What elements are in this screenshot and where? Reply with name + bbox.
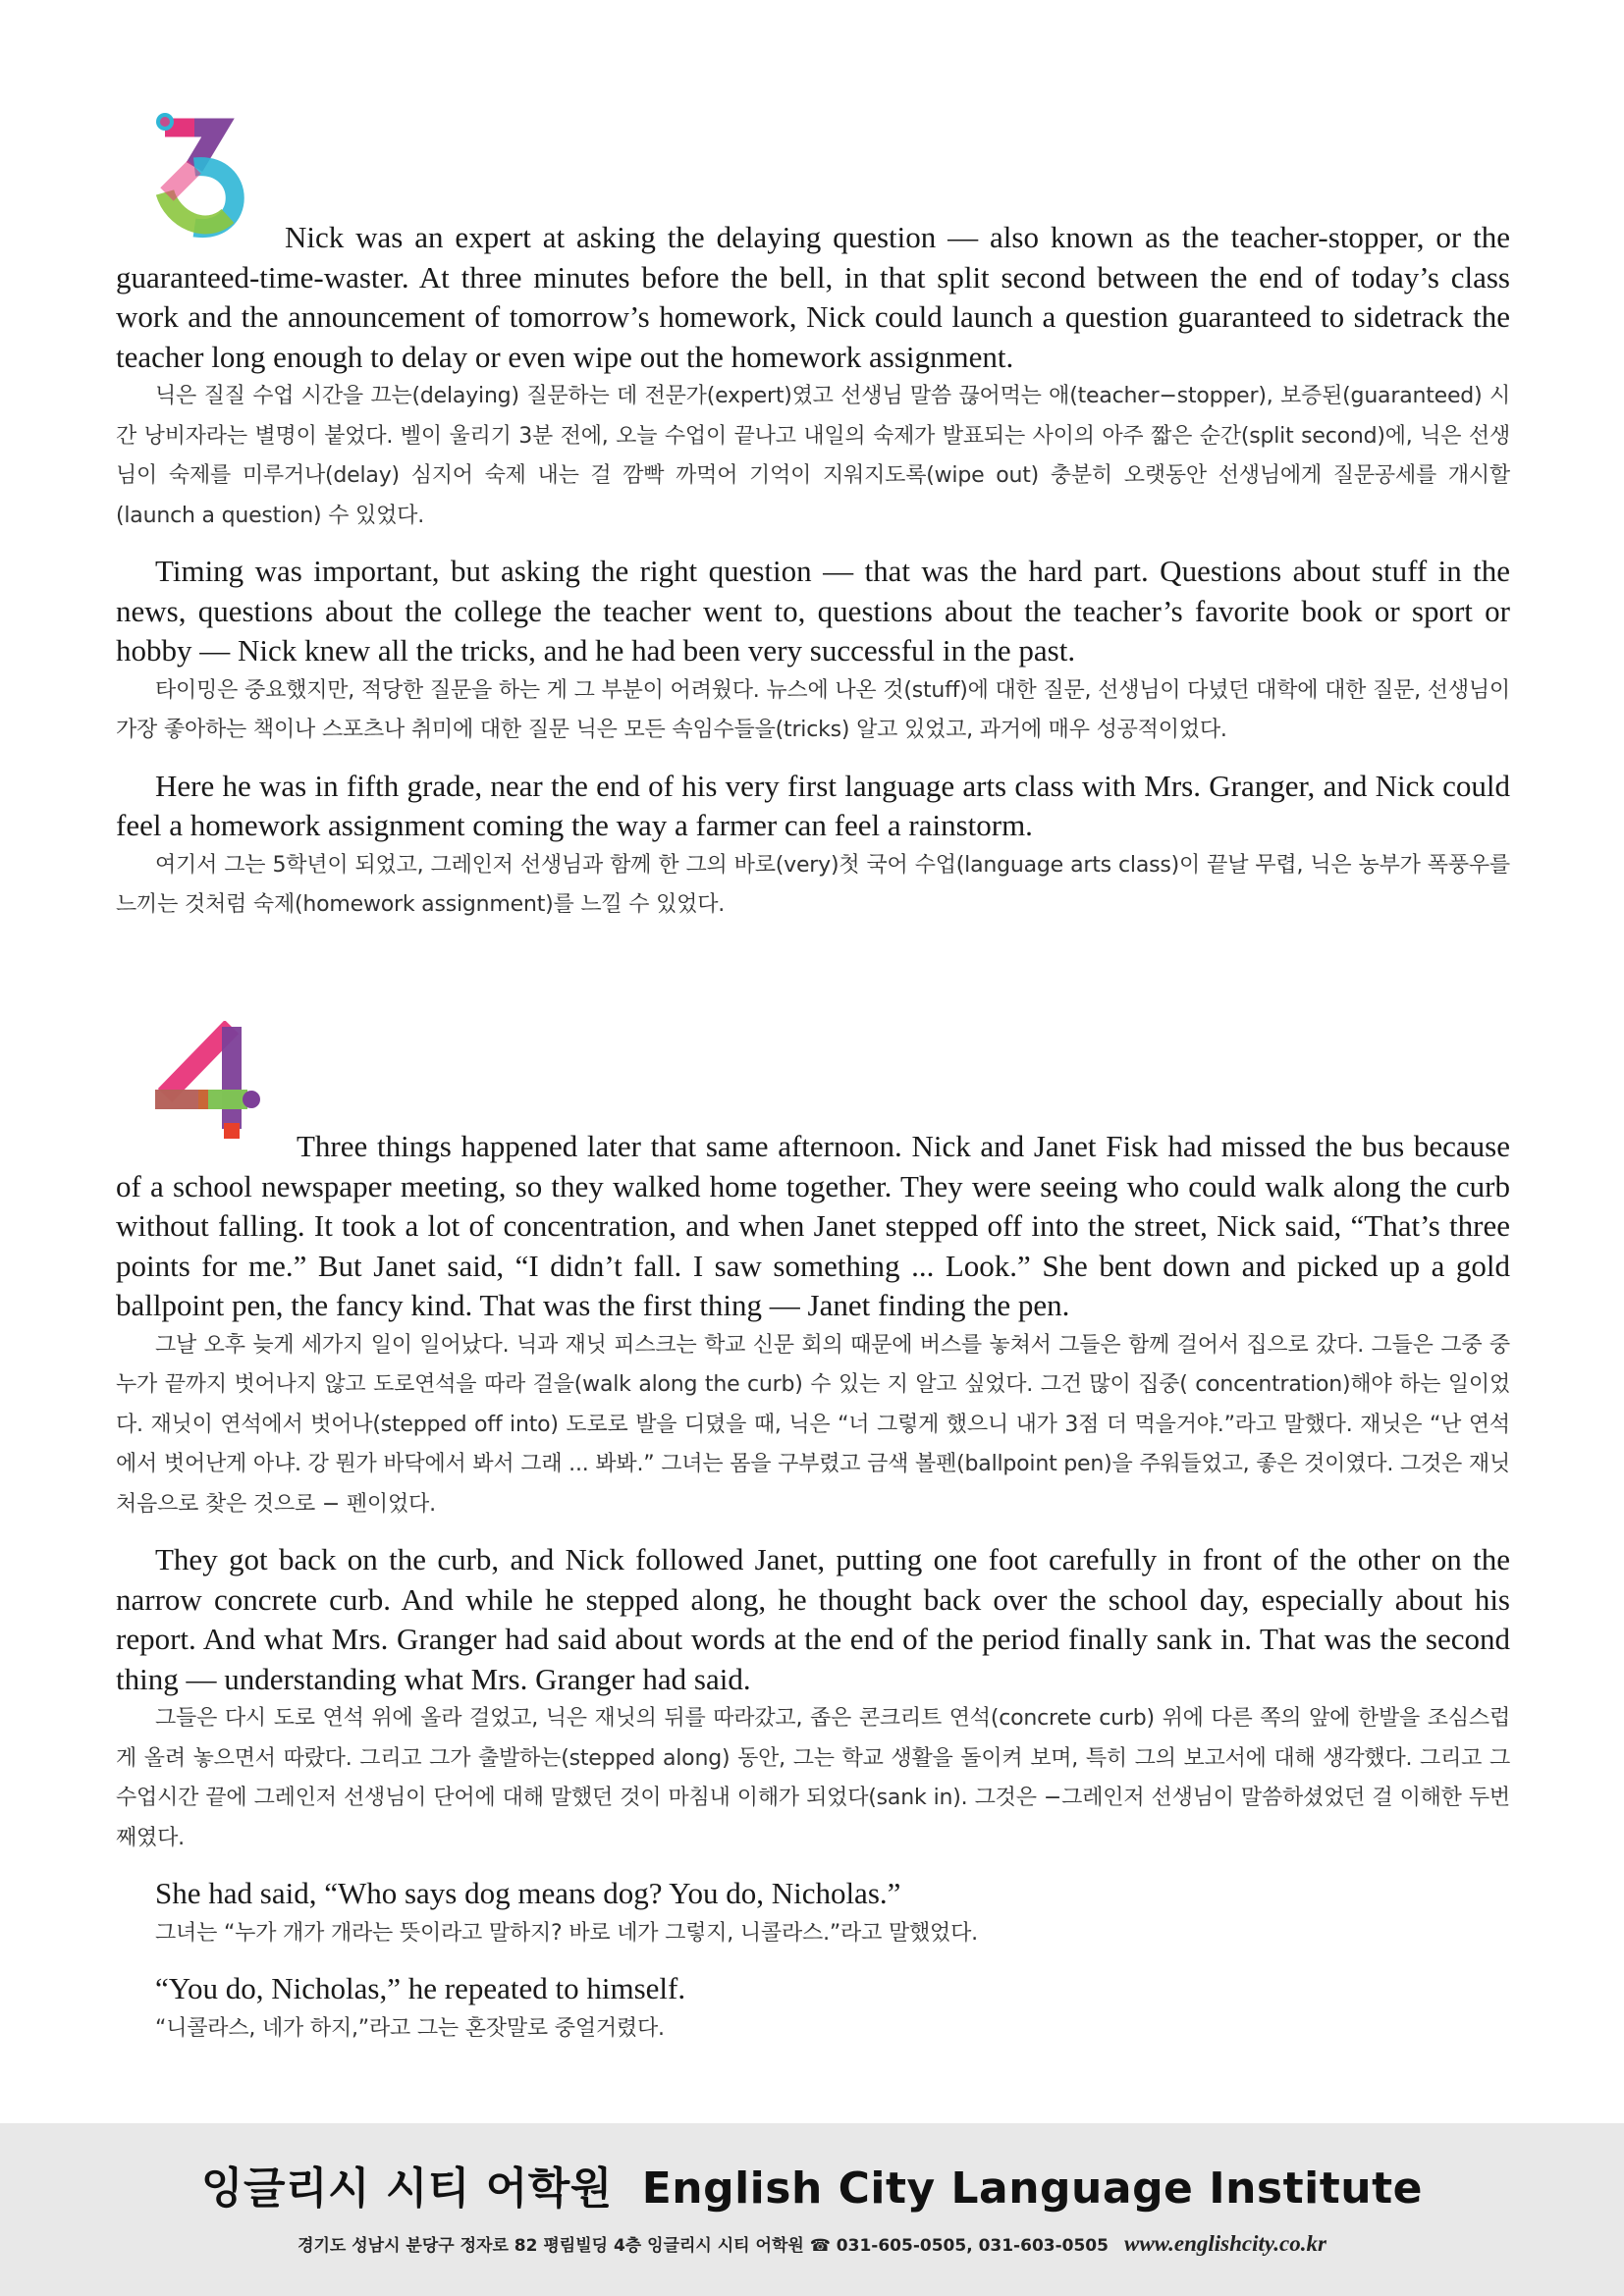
section-3	[116, 218, 1510, 926]
institute-name-english: English City Language Institute	[641, 2163, 1423, 2214]
section-3-paragraph-2-ko: 타이밍은 중요했지만, 적당한 질문을 하는 게 그 부분이 어려웠다. 뉴스에 나온 것(stuff)에 대한 질문, 선생님이 다녔던 대학에 대한 질문, 선생님이 가장 좋아하는 책이나 스포츠나 취미에 대한 질문 닉은 모든 속임수들을(tricks) 알고 있었고, 과거에 매우 성공적이었다.	[116, 677, 1510, 742]
section-3-paragraph-2-en: Timing was important, but asking the right question — that was the hard part. Questions about stuff in the news, questions about the college the teacher went to, questions about the teacher’s favorite book or sport or hobby — Nick knew all the tricks, and he had been very successful in the past.	[116, 554, 1510, 667]
footer-title	[0, 2153, 1624, 2216]
website-link[interactable]: www.englishcity.co.kr	[1123, 2231, 1326, 2256]
footer	[0, 2123, 1624, 2296]
institute-name-korean: 잉글리시 시티 어학원	[201, 2163, 613, 2214]
section-3-paragraph-3-en: Here he was in fifth grade, near the end of his very first language arts class with Mrs. Granger, and Nick could feel a homework assignment coming the way a farmer can feel a rainstorm.	[116, 768, 1510, 842]
footer-address-line	[0, 2231, 1624, 2257]
section-3-paragraph-3-ko: 여기서 그는 5학년이 되었고, 그레인저 선생님과 함께 한 그의 바로(very)첫 국어 수업(language arts class)이 끝날 무렵, 닉은 농부가 폭풍우를 느끼는 것처럼 숙제(homework assignment)를 느낄 수 있었다.	[116, 852, 1510, 917]
section-4-paragraph-1-en: Three things happened later that same afternoon. Nick and Janet Fisk had missed the bus because of a school newspaper meeting, so they walked home together. They were seeing who could walk along the curb without falling. It took a lot of concentration, and when Janet stepped off into the street, Nick said, “That’s three points for me.” But Janet said, “I didn’t fall. I saw something ... Look.” She bent down and picked up a gold ballpoint pen, the fancy kind. That was the first thing — Janet finding the pen.	[116, 1129, 1510, 1322]
section-4-paragraph-4-ko: “니콜라스, 네가 하지,”라고 그는 혼잣말로 중얼거렸다.	[155, 2015, 665, 2041]
section-4-paragraph-2-ko: 그들은 다시 도로 연석 위에 올라 걸었고, 닉은 재닛의 뒤를 따라갔고, 좁은 콘크리트 연석(concrete curb) 위에 다른 쪽의 앞에 한발을 조심스럽게 올려 놓으면서 따랐다. 그리고 그가 출발하는(stepped along) 동안, 그는 학교 생활을 돌이켜 보며, 특히 그의 보고서에 대해 생각했다. 그리고 그 수업시간 끝에 그레인저 선생님이 단어에 대해 말했던 것이 마침내 이해가 되었다(sank in). 그것은 −그레인저 선생님이 말씀하셨었던 걸 이해한 두번째였다.	[116, 1706, 1510, 1850]
section-4-paragraph-3-ko: 그녀는 “누가 개가 개라는 뜻이라고 말하지? 바로 네가 그렇지, 니콜라스.”라고 말했었다.	[155, 1920, 978, 1946]
section-3-paragraph-1-en: Nick was an expert at asking the delaying question — also known as the teacher-stopper, or the guaranteed-time-waster. At three minutes before the bell, in that split second between the end of today’s class work and the announcement of tomorrow’s homework, Nick could launch a question guaranteed to sidetrack the teacher long enough to delay or even wipe out the homework assignment.	[116, 220, 1510, 374]
section-4-paragraph-3-en: She had said, “Who says dog means dog? You do, Nicholas.”	[155, 1876, 901, 1910]
section-4-numeral-icon	[149, 1021, 261, 1143]
section-4-paragraph-2-en: They got back on the curb, and Nick followed Janet, putting one foot carefully in front of the other on the narrow concrete curb. And while he stepped along, he thought back over the school day, especially about his report. And what Mrs. Granger had said about words at the end of the period finally sank in. That was the second thing — understanding what Mrs. Granger had said.	[116, 1542, 1510, 1696]
institute-address: 경기도 성남시 분당구 정자로 82 평림빌딩 4층 잉글리시 시티 어학원 ☎ 031-605-0505, 031-603-0505	[298, 2236, 1109, 2256]
section-3-paragraph-1-ko: 닉은 질질 수업 시간을 끄는(delaying) 질문하는 데 전문가(expert)였고 선생님 말씀 끊어먹는 애(teacher−stopper), 보증된(guaranteed) 시간 낭비자라는 별명이 붙었다. 벨이 울리기 3분 전에, 오늘 수업이 끝나고 내일의 숙제가 발표되는 사이의 아주 짧은 순간(split second)에, 닉은 선생님이 숙제를 미루거나(delay) 심지어 숙제 내는 걸 깜빡 까먹어 기억이 지워지도록(wipe out) 충분히 오랫동안 선생님에게 질문공세를 개시할(launch a question) 수 있었다.	[116, 384, 1510, 528]
section-4-paragraph-4-en: “You do, Nicholas,” he repeated to himself.	[155, 1971, 686, 2005]
section-4	[116, 1127, 1510, 2049]
section-4-paragraph-1-ko: 그날 오후 늦게 세가지 일이 일어났다. 닉과 재닛 피스크는 학교 신문 회의 때문에 버스를 놓쳐서 그들은 함께 걸어서 집으로 갔다. 그들은 그중 중 누가 끝까지 벗어나지 않고 도로연석을 따라 걸을(walk along the curb) 수 있는 지 알고 싶었다. 그건 많이 집중( concentration)해야 하는 일이었다. 재닛이 연석에서 벗어나(stepped off into) 도로로 발을 디뎠을 때, 닉은 “너 그렇게 했으니 내가 3점 더 먹을거야.”라고 말했다. 재닛은 “난 연석에서 벗어난게 아냐. 강 뭔가 바닥에서 봐서 그래 ... 봐봐.” 그녀는 몸을 구부렸고 금색 볼펜(ballpoint pen)을 주워들었고, 좋은 것이였다. 그것은 재닛 처음으로 찾은 것으로 − 펜이었다.	[116, 1332, 1510, 1517]
